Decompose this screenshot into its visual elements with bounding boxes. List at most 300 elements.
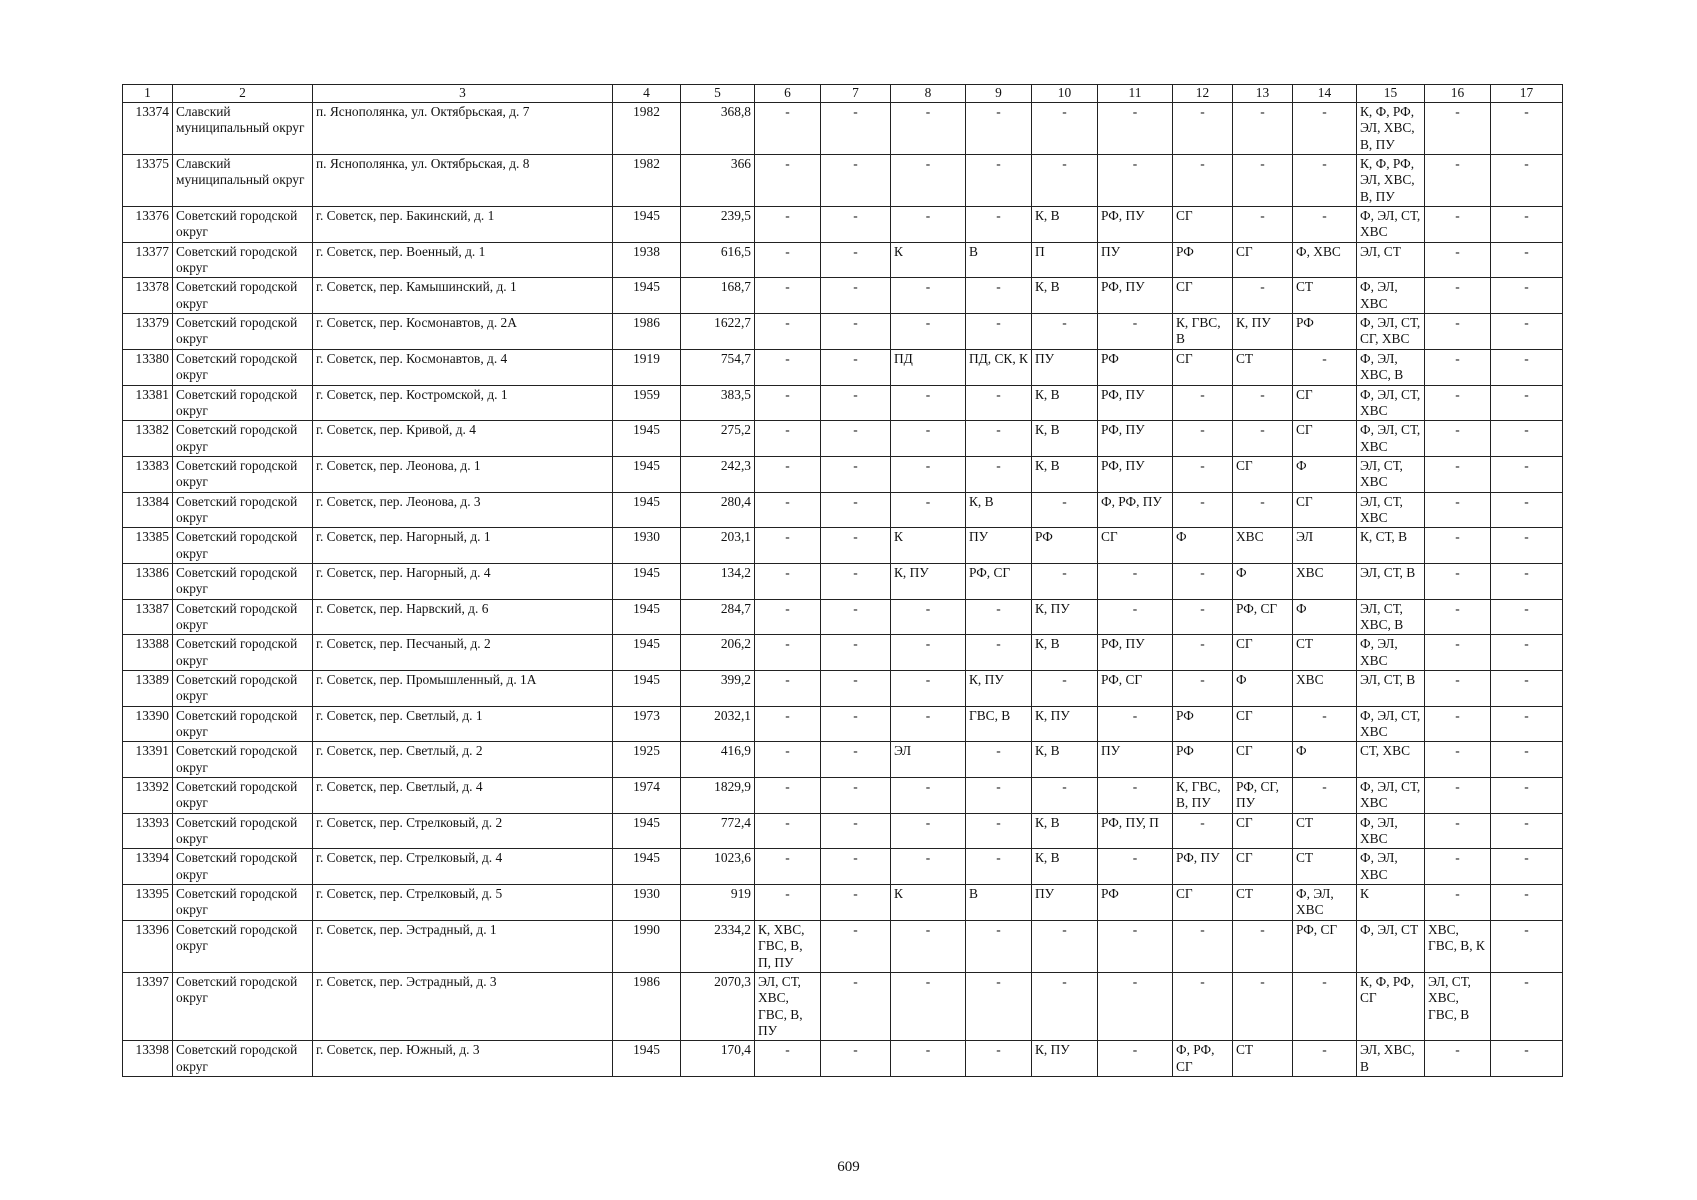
cell-col-10: -	[1032, 920, 1098, 972]
cell-col-16: -	[1425, 635, 1491, 671]
cell-municipality: Славский муниципальный округ	[173, 103, 313, 155]
cell-col-9: В	[966, 242, 1032, 278]
cell-col-8: К	[891, 528, 966, 564]
cell-col-13: Ф	[1233, 671, 1293, 707]
cell-col-15: СТ, ХВС	[1357, 742, 1425, 778]
cell-col-8: -	[891, 385, 966, 421]
cell-area: 275,2	[681, 421, 755, 457]
cell-col-11: РФ, ПУ	[1098, 207, 1173, 243]
cell-address: г. Советск, пер. Космонавтов, д. 2А	[313, 314, 613, 350]
cell-col-7: -	[821, 885, 891, 921]
cell-col-14: ХВС	[1293, 563, 1357, 599]
cell-col-10: К, В	[1032, 813, 1098, 849]
cell-municipality: Советский городской округ	[173, 349, 313, 385]
cell-col-13: СТ	[1233, 885, 1293, 921]
cell-col-9: -	[966, 742, 1032, 778]
cell-municipality: Советский городской округ	[173, 1041, 313, 1077]
cell-record-number: 13398	[123, 1041, 173, 1077]
cell-col-11: РФ, ПУ	[1098, 278, 1173, 314]
cell-municipality: Советский городской округ	[173, 456, 313, 492]
cell-col-17: -	[1491, 671, 1563, 707]
table-row	[123, 278, 1563, 314]
cell-col-11: -	[1098, 599, 1173, 635]
cell-col-9: ПД, СК, К	[966, 349, 1032, 385]
table-row	[123, 920, 1563, 972]
cell-col-17: -	[1491, 207, 1563, 243]
cell-col-14: СГ	[1293, 385, 1357, 421]
cell-col-8: -	[891, 278, 966, 314]
cell-address: г. Советск, пер. Нагорный, д. 1	[313, 528, 613, 564]
column-number-15: 15	[1357, 85, 1425, 103]
cell-col-8: -	[891, 314, 966, 350]
cell-col-7: -	[821, 920, 891, 972]
table-row	[123, 972, 1563, 1040]
cell-year-built: 1982	[613, 103, 681, 155]
cell-col-9: -	[966, 456, 1032, 492]
cell-col-10: К, В	[1032, 456, 1098, 492]
cell-col-14: ЭЛ	[1293, 528, 1357, 564]
cell-col-10: К, В	[1032, 278, 1098, 314]
cell-col-7: -	[821, 742, 891, 778]
cell-col-7: -	[821, 635, 891, 671]
cell-col-14: СГ	[1293, 492, 1357, 528]
cell-municipality: Советский городской округ	[173, 207, 313, 243]
cell-area: 416,9	[681, 742, 755, 778]
cell-col-10: -	[1032, 155, 1098, 207]
cell-col-11: -	[1098, 920, 1173, 972]
cell-address: г. Советск, пер. Леонова, д. 3	[313, 492, 613, 528]
cell-col-16: -	[1425, 813, 1491, 849]
cell-col-8: -	[891, 492, 966, 528]
table-row	[123, 349, 1563, 385]
cell-col-14: СГ	[1293, 421, 1357, 457]
cell-col-6: -	[755, 778, 821, 814]
cell-col-8: ЭЛ	[891, 742, 966, 778]
cell-col-8: -	[891, 920, 966, 972]
table-row	[123, 421, 1563, 457]
column-number-4: 4	[613, 85, 681, 103]
cell-area: 206,2	[681, 635, 755, 671]
cell-col-10: -	[1032, 778, 1098, 814]
cell-col-8: -	[891, 972, 966, 1040]
cell-col-13: -	[1233, 278, 1293, 314]
cell-address: г. Советск, пер. Космонавтов, д. 4	[313, 349, 613, 385]
cell-col-17: -	[1491, 421, 1563, 457]
table-row	[123, 103, 1563, 155]
cell-col-17: -	[1491, 563, 1563, 599]
cell-col-9: ГВС, В	[966, 706, 1032, 742]
cell-record-number: 13393	[123, 813, 173, 849]
cell-record-number: 13384	[123, 492, 173, 528]
cell-col-17: -	[1491, 706, 1563, 742]
cell-municipality: Советский городской округ	[173, 242, 313, 278]
cell-col-11: -	[1098, 849, 1173, 885]
cell-col-16: ЭЛ, СТ, ХВС, ГВС, В	[1425, 972, 1491, 1040]
table-row	[123, 528, 1563, 564]
table-row	[123, 563, 1563, 599]
cell-col-7: -	[821, 599, 891, 635]
cell-col-7: -	[821, 207, 891, 243]
cell-col-8: -	[891, 706, 966, 742]
cell-col-13: -	[1233, 972, 1293, 1040]
cell-col-11: РФ, ПУ	[1098, 385, 1173, 421]
cell-col-9: -	[966, 207, 1032, 243]
column-number-11: 11	[1098, 85, 1173, 103]
cell-col-14: -	[1293, 972, 1357, 1040]
cell-col-17: -	[1491, 972, 1563, 1040]
cell-address: г. Советск, пер. Эстрадный, д. 3	[313, 972, 613, 1040]
table-row	[123, 706, 1563, 742]
cell-col-15: К, Ф, РФ, ЭЛ, ХВС, В, ПУ	[1357, 103, 1425, 155]
cell-municipality: Советский городской округ	[173, 563, 313, 599]
cell-col-7: -	[821, 706, 891, 742]
table-row	[123, 849, 1563, 885]
cell-col-12: -	[1173, 385, 1233, 421]
cell-col-13: -	[1233, 421, 1293, 457]
cell-year-built: 1982	[613, 155, 681, 207]
cell-col-6: -	[755, 349, 821, 385]
cell-col-12: СГ	[1173, 885, 1233, 921]
cell-col-17: -	[1491, 885, 1563, 921]
table-row	[123, 1041, 1563, 1077]
cell-col-8: К	[891, 885, 966, 921]
cell-col-16: -	[1425, 421, 1491, 457]
cell-col-7: -	[821, 813, 891, 849]
cell-year-built: 1945	[613, 207, 681, 243]
cell-col-13: -	[1233, 920, 1293, 972]
cell-col-10: К, ПУ	[1032, 1041, 1098, 1077]
cell-year-built: 1945	[613, 563, 681, 599]
cell-col-17: -	[1491, 813, 1563, 849]
cell-area: 170,4	[681, 1041, 755, 1077]
table-row	[123, 885, 1563, 921]
cell-record-number: 13392	[123, 778, 173, 814]
table-row	[123, 314, 1563, 350]
cell-col-9: -	[966, 778, 1032, 814]
table-row	[123, 155, 1563, 207]
cell-municipality: Советский городской округ	[173, 492, 313, 528]
cell-col-14: Ф	[1293, 456, 1357, 492]
cell-record-number: 13391	[123, 742, 173, 778]
cell-area: 366	[681, 155, 755, 207]
cell-municipality: Советский городской округ	[173, 599, 313, 635]
cell-col-10: -	[1032, 671, 1098, 707]
cell-col-17: -	[1491, 849, 1563, 885]
cell-col-17: -	[1491, 492, 1563, 528]
cell-col-6: -	[755, 885, 821, 921]
cell-col-7: -	[821, 242, 891, 278]
cell-address: г. Советск, пер. Стрелковый, д. 5	[313, 885, 613, 921]
cell-record-number: 13396	[123, 920, 173, 972]
cell-col-13: СГ	[1233, 242, 1293, 278]
cell-year-built: 1945	[613, 278, 681, 314]
cell-col-15: ЭЛ, СТ, В	[1357, 671, 1425, 707]
cell-col-17: -	[1491, 349, 1563, 385]
cell-col-13: СГ	[1233, 742, 1293, 778]
cell-col-10: РФ	[1032, 528, 1098, 564]
cell-col-15: ЭЛ, СТ, ХВС	[1357, 492, 1425, 528]
cell-col-15: Ф, ЭЛ, СТ, ХВС	[1357, 385, 1425, 421]
column-number-13: 13	[1233, 85, 1293, 103]
cell-col-8: -	[891, 813, 966, 849]
cell-col-8: -	[891, 849, 966, 885]
cell-col-12: -	[1173, 456, 1233, 492]
cell-area: 919	[681, 885, 755, 921]
cell-col-6: -	[755, 563, 821, 599]
cell-record-number: 13382	[123, 421, 173, 457]
cell-year-built: 1945	[613, 456, 681, 492]
cell-area: 399,2	[681, 671, 755, 707]
cell-col-8: К, ПУ	[891, 563, 966, 599]
cell-col-10: ПУ	[1032, 885, 1098, 921]
cell-col-12: РФ	[1173, 742, 1233, 778]
cell-col-6: -	[755, 314, 821, 350]
column-number-2: 2	[173, 85, 313, 103]
cell-col-7: -	[821, 528, 891, 564]
cell-col-10: -	[1032, 972, 1098, 1040]
cell-col-13: СТ	[1233, 349, 1293, 385]
cell-year-built: 1945	[613, 421, 681, 457]
cell-col-14: -	[1293, 1041, 1357, 1077]
cell-address: г. Советск, пер. Песчаный, д. 2	[313, 635, 613, 671]
cell-col-9: -	[966, 849, 1032, 885]
cell-col-13: -	[1233, 155, 1293, 207]
cell-year-built: 1945	[613, 849, 681, 885]
cell-col-14: -	[1293, 778, 1357, 814]
cell-col-11: ПУ	[1098, 242, 1173, 278]
cell-record-number: 13395	[123, 885, 173, 921]
cell-col-11: РФ, СГ	[1098, 671, 1173, 707]
cell-col-12: СГ	[1173, 349, 1233, 385]
cell-col-7: -	[821, 278, 891, 314]
cell-col-12: СГ	[1173, 207, 1233, 243]
cell-col-17: -	[1491, 456, 1563, 492]
cell-col-8: -	[891, 635, 966, 671]
cell-col-12: Ф, РФ, СГ	[1173, 1041, 1233, 1077]
cell-area: 772,4	[681, 813, 755, 849]
cell-record-number: 13390	[123, 706, 173, 742]
cell-record-number: 13374	[123, 103, 173, 155]
cell-area: 2070,3	[681, 972, 755, 1040]
cell-col-9: -	[966, 920, 1032, 972]
cell-address: г. Советск, пер. Светлый, д. 4	[313, 778, 613, 814]
cell-col-14: РФ, СГ	[1293, 920, 1357, 972]
cell-col-6: К, ХВС, ГВС, В, П, ПУ	[755, 920, 821, 972]
cell-col-15: Ф, ЭЛ, ХВС	[1357, 813, 1425, 849]
cell-col-15: ЭЛ, СТ, ХВС, В	[1357, 599, 1425, 635]
cell-municipality: Советский городской округ	[173, 885, 313, 921]
cell-col-9: -	[966, 813, 1032, 849]
cell-col-9: -	[966, 421, 1032, 457]
cell-col-11: -	[1098, 706, 1173, 742]
cell-area: 203,1	[681, 528, 755, 564]
cell-col-9: -	[966, 103, 1032, 155]
cell-col-15: ЭЛ, СТ, ХВС	[1357, 456, 1425, 492]
cell-col-11: РФ, ПУ	[1098, 421, 1173, 457]
cell-col-12: РФ, ПУ	[1173, 849, 1233, 885]
cell-col-17: -	[1491, 599, 1563, 635]
cell-record-number: 13378	[123, 278, 173, 314]
cell-col-10: К, В	[1032, 635, 1098, 671]
cell-col-10: -	[1032, 314, 1098, 350]
cell-col-11: РФ, ПУ	[1098, 635, 1173, 671]
cell-address: г. Советск, пер. Южный, д. 3	[313, 1041, 613, 1077]
cell-col-6: -	[755, 242, 821, 278]
cell-area: 1023,6	[681, 849, 755, 885]
cell-area: 383,5	[681, 385, 755, 421]
cell-area: 1829,9	[681, 778, 755, 814]
cell-area: 368,8	[681, 103, 755, 155]
table-row	[123, 492, 1563, 528]
cell-area: 616,5	[681, 242, 755, 278]
cell-record-number: 13380	[123, 349, 173, 385]
cell-area: 2032,1	[681, 706, 755, 742]
cell-col-12: -	[1173, 155, 1233, 207]
column-number-6: 6	[755, 85, 821, 103]
cell-col-6: -	[755, 742, 821, 778]
cell-col-16: -	[1425, 849, 1491, 885]
cell-col-14: Ф	[1293, 599, 1357, 635]
cell-col-14: -	[1293, 349, 1357, 385]
cell-col-14: -	[1293, 103, 1357, 155]
cell-col-16: ХВС, ГВС, В, К	[1425, 920, 1491, 972]
cell-col-13: СГ	[1233, 706, 1293, 742]
cell-col-13: РФ, СГ, ПУ	[1233, 778, 1293, 814]
cell-year-built: 1945	[613, 599, 681, 635]
cell-col-11: -	[1098, 778, 1173, 814]
cell-address: г. Советск, пер. Нагорный, д. 4	[313, 563, 613, 599]
cell-col-17: -	[1491, 314, 1563, 350]
cell-col-16: -	[1425, 671, 1491, 707]
cell-record-number: 13385	[123, 528, 173, 564]
cell-col-6: ЭЛ, СТ, ХВС, ГВС, В, ПУ	[755, 972, 821, 1040]
cell-col-7: -	[821, 421, 891, 457]
cell-col-17: -	[1491, 778, 1563, 814]
cell-col-6: -	[755, 456, 821, 492]
cell-col-9: -	[966, 314, 1032, 350]
cell-col-17: -	[1491, 1041, 1563, 1077]
cell-col-15: Ф, ЭЛ, СТ, ХВС	[1357, 706, 1425, 742]
cell-col-9: ПУ	[966, 528, 1032, 564]
cell-col-16: -	[1425, 103, 1491, 155]
cell-municipality: Советский городской округ	[173, 778, 313, 814]
column-number-17: 17	[1491, 85, 1563, 103]
cell-col-15: Ф, ЭЛ, ХВС	[1357, 278, 1425, 314]
cell-col-13: СГ	[1233, 849, 1293, 885]
table-row	[123, 207, 1563, 243]
cell-year-built: 1973	[613, 706, 681, 742]
table-row	[123, 599, 1563, 635]
cell-col-7: -	[821, 778, 891, 814]
cell-col-13: Ф	[1233, 563, 1293, 599]
cell-area: 280,4	[681, 492, 755, 528]
cell-col-10: К, ПУ	[1032, 706, 1098, 742]
column-number-5: 5	[681, 85, 755, 103]
cell-area: 242,3	[681, 456, 755, 492]
cell-col-13: -	[1233, 385, 1293, 421]
cell-address: г. Советск, пер. Кривой, д. 4	[313, 421, 613, 457]
column-number-16: 16	[1425, 85, 1491, 103]
cell-col-11: -	[1098, 103, 1173, 155]
cell-municipality: Славский муниципальный округ	[173, 155, 313, 207]
column-number-9: 9	[966, 85, 1032, 103]
cell-year-built: 1930	[613, 885, 681, 921]
cell-col-12: -	[1173, 920, 1233, 972]
cell-col-12: -	[1173, 671, 1233, 707]
cell-municipality: Советский городской округ	[173, 920, 313, 972]
cell-address: п. Яснополянка, ул. Октябрьская, д. 8	[313, 155, 613, 207]
cell-col-12: -	[1173, 635, 1233, 671]
cell-col-8: -	[891, 103, 966, 155]
cell-col-14: -	[1293, 207, 1357, 243]
cell-col-6: -	[755, 155, 821, 207]
cell-col-11: РФ, ПУ, П	[1098, 813, 1173, 849]
cell-address: г. Советск, пер. Стрелковый, д. 4	[313, 849, 613, 885]
cell-year-built: 1945	[613, 492, 681, 528]
cell-col-6: -	[755, 813, 821, 849]
cell-col-6: -	[755, 706, 821, 742]
cell-col-9: -	[966, 278, 1032, 314]
cell-col-9: -	[966, 599, 1032, 635]
cell-address: г. Советск, пер. Леонова, д. 1	[313, 456, 613, 492]
cell-record-number: 13381	[123, 385, 173, 421]
cell-col-12: К, ГВС, В	[1173, 314, 1233, 350]
cell-municipality: Советский городской округ	[173, 314, 313, 350]
cell-col-7: -	[821, 103, 891, 155]
cell-col-6: -	[755, 849, 821, 885]
cell-col-17: -	[1491, 385, 1563, 421]
cell-col-13: -	[1233, 103, 1293, 155]
cell-record-number: 13383	[123, 456, 173, 492]
cell-area: 284,7	[681, 599, 755, 635]
cell-col-8: К	[891, 242, 966, 278]
cell-col-15: Ф, ЭЛ, СТ, СГ, ХВС	[1357, 314, 1425, 350]
cell-col-10: К, В	[1032, 849, 1098, 885]
cell-municipality: Советский городской округ	[173, 528, 313, 564]
cell-year-built: 1945	[613, 1041, 681, 1077]
cell-record-number: 13375	[123, 155, 173, 207]
cell-address: г. Советск, пер. Камышинский, д. 1	[313, 278, 613, 314]
cell-address: г. Советск, пер. Промышленный, д. 1А	[313, 671, 613, 707]
cell-municipality: Советский городской округ	[173, 278, 313, 314]
cell-municipality: Советский городской округ	[173, 635, 313, 671]
cell-year-built: 1986	[613, 972, 681, 1040]
cell-col-6: -	[755, 421, 821, 457]
cell-col-16: -	[1425, 314, 1491, 350]
cell-col-14: ХВС	[1293, 671, 1357, 707]
cell-col-13: -	[1233, 492, 1293, 528]
cell-municipality: Советский городской округ	[173, 671, 313, 707]
column-number-3: 3	[313, 85, 613, 103]
cell-col-11: -	[1098, 155, 1173, 207]
cell-col-12: СГ	[1173, 278, 1233, 314]
cell-col-16: -	[1425, 385, 1491, 421]
cell-year-built: 1986	[613, 314, 681, 350]
cell-col-9: -	[966, 385, 1032, 421]
cell-col-8: -	[891, 1041, 966, 1077]
cell-col-10: -	[1032, 563, 1098, 599]
cell-col-13: СГ	[1233, 635, 1293, 671]
cell-col-7: -	[821, 972, 891, 1040]
cell-col-13: СГ	[1233, 456, 1293, 492]
cell-col-7: -	[821, 456, 891, 492]
cell-col-10: К, В	[1032, 385, 1098, 421]
cell-year-built: 1919	[613, 349, 681, 385]
cell-col-11: Ф, РФ, ПУ	[1098, 492, 1173, 528]
cell-col-10: К, ПУ	[1032, 599, 1098, 635]
cell-col-11: -	[1098, 563, 1173, 599]
cell-col-12: Ф	[1173, 528, 1233, 564]
